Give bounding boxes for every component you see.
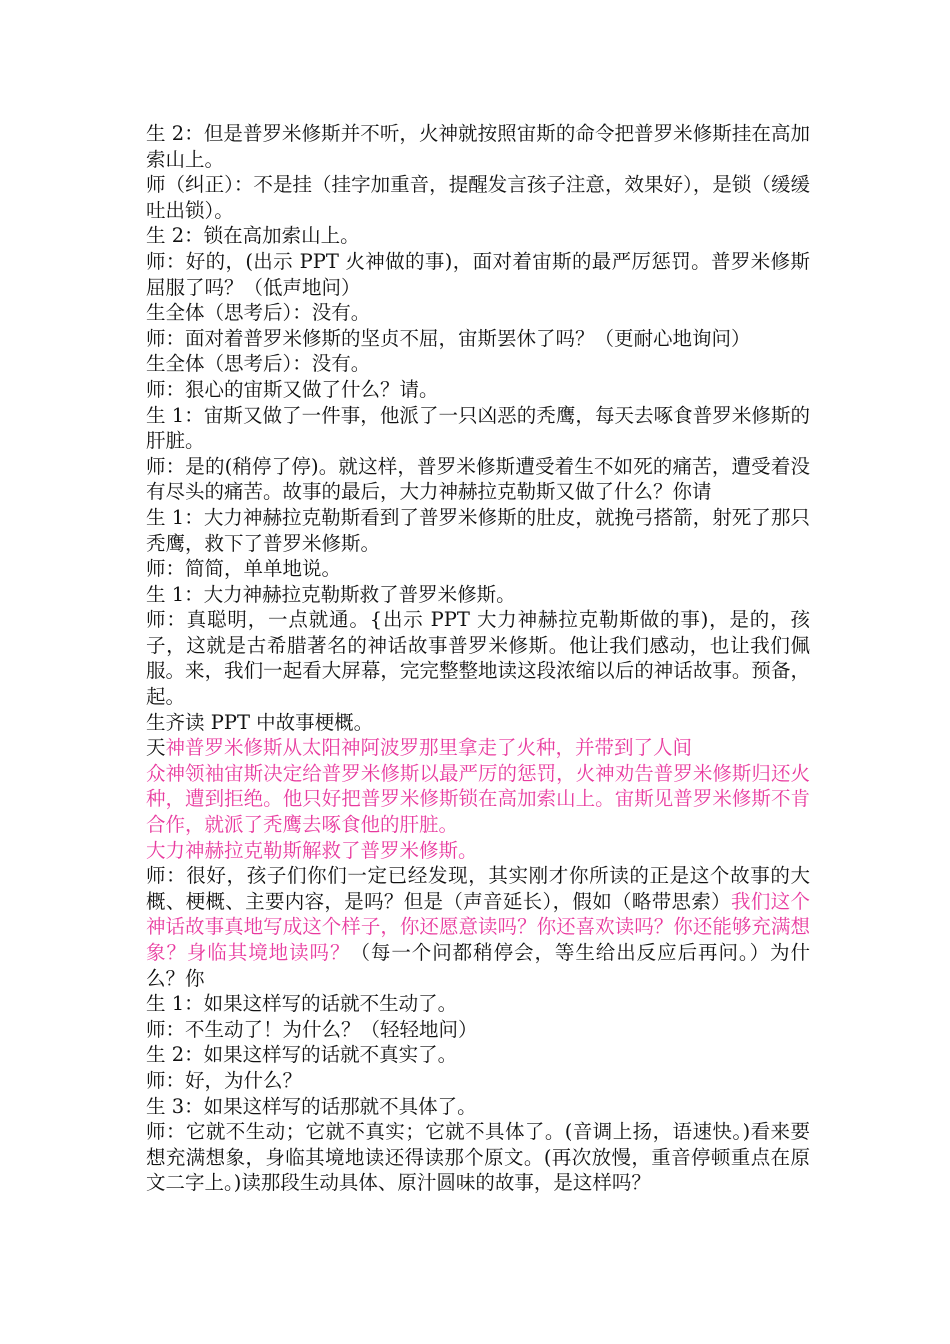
dialogue-paragraph xyxy=(146,454,810,505)
dialogue-paragraph xyxy=(146,223,810,249)
paragraph-text: 生 1：如果这样写的话就不生动了。 xyxy=(146,992,458,1016)
paragraph-text: 生 2：锁在高加索山上。 xyxy=(146,224,360,248)
dialogue-paragraph xyxy=(146,1042,810,1068)
paragraph-text: 天 xyxy=(146,736,166,760)
paragraph-text: 师：它就不生动；它就不真实；它就不具体了。(音调上扬，语速快。)看来要想充满想象，身临其境地读还得读那个原文。(再次放慢，重音停顿重点在原文二字上。)读那段生动具体、原汁圆味的故事，是这样吗？ xyxy=(146,1120,810,1195)
highlighted-text: 我们这个神话故事真地写成这个样子，你还愿意读吗？你还喜欢读吗？你还能够充满想象？身临其境地读吗？ xyxy=(146,889,810,964)
paragraph-text: 生 1：大力神赫拉克勒斯看到了普罗米修斯的肚皮，就挽弓搭箭，射死了那只秃鹰，救下了普罗米修斯。 xyxy=(146,505,810,555)
paragraph-text: 师（纠正）：不是挂（挂字加重音，提醒发言孩子注意，效果好），是锁（缓缓吐出锁）。 xyxy=(146,173,810,222)
dialogue-paragraph xyxy=(146,1068,810,1094)
dialogue-paragraph xyxy=(146,761,810,838)
paragraph-text: （每一个问都稍停会，等生给出反应后再问。）为什么？你 xyxy=(146,941,810,990)
dialogue-paragraph xyxy=(146,838,810,864)
dialogue-paragraph xyxy=(146,403,810,454)
paragraph-text: 师：真聪明，一点就通。{出示 PPT 大力神赫拉克勒斯做的事)，是的，孩子，这就是古希腊著名的神话故事普罗米修斯。他让我们感动，也让我们佩服。来，我们一起看大屏幕，完完整整地读这段浓缩以后的神话故事。预备，起。 xyxy=(146,608,810,709)
paragraph-text: 师：面对着普罗米修斯的坚贞不屈，宙斯罢休了吗？（更耐心地询问） xyxy=(146,326,751,350)
dialogue-paragraph xyxy=(146,991,810,1017)
paragraph-text: 生 3：如果这样写的话那就不具体了。 xyxy=(146,1094,477,1118)
dialogue-paragraph xyxy=(146,326,810,352)
paragraph-text: 师：是的(稍停了停)。就这样，普罗米修斯遭受着生不如死的痛苦，遭受着没有尽头的痛苦。故事的最后，大力神赫拉克勒斯又做了什么？你请 xyxy=(146,454,810,504)
paragraph-text: 生 1：宙斯又做了一件事，他派了一只凶恶的秃鹰，每天去啄食普罗米修斯的肝脏。 xyxy=(146,403,810,453)
highlighted-text: 神普罗米修斯从太阳神阿波罗那里拿走了火种，并带到了人间 xyxy=(165,736,693,760)
dialogue-paragraph xyxy=(146,607,810,709)
dialogue-paragraph xyxy=(146,300,810,326)
dialogue-paragraph xyxy=(146,1094,810,1120)
paragraph-text: 生 1：大力神赫拉克勒斯救了普罗米修斯。 xyxy=(146,582,516,606)
dialogue-paragraph xyxy=(146,735,810,761)
paragraph-text: 师：狠心的宙斯又做了什么？请。 xyxy=(146,377,439,401)
dialogue-paragraph xyxy=(146,556,810,582)
dialogue-paragraph xyxy=(146,710,810,736)
dialogue-paragraph xyxy=(146,1017,810,1043)
dialogue-paragraph xyxy=(146,505,810,556)
dialogue-paragraph xyxy=(146,121,810,172)
paragraph-text: 师：好的，(出示 PPT 火神做的事)，面对着宙斯的最严厉惩罚。普罗米修斯屈服了吗？（低声地问） xyxy=(146,249,810,299)
paragraph-text: 生齐读 PPT 中故事梗概。 xyxy=(146,710,374,734)
highlighted-text: 众神领袖宙斯决定给普罗米修斯以最严厉的惩罚，火神劝告普罗米修斯归还火种，遭到拒绝。他只好把普罗米修斯锁在高加索山上。宙斯见普罗米修斯不肯合作，就派了秃鹰去啄食他的肝脏。 xyxy=(146,761,810,837)
document-page xyxy=(146,121,810,1196)
paragraph-text: 师：简简，单单地说。 xyxy=(146,557,342,581)
dialogue-paragraph xyxy=(146,582,810,608)
paragraph-text: 生 2：如果这样写的话就不真实了。 xyxy=(146,1043,458,1067)
dialogue-paragraph xyxy=(146,1119,810,1196)
dialogue-paragraph xyxy=(146,351,810,377)
paragraph-text: 生 2：但是普罗米修斯并不听，火神就按照宙斯的命令把普罗米修斯挂在高加索山上。 xyxy=(146,122,810,171)
dialogue-paragraph xyxy=(146,377,810,403)
dialogue-paragraph xyxy=(146,172,810,223)
highlighted-text: 大力神赫拉克勒斯解救了普罗米修斯。 xyxy=(146,838,478,862)
dialogue-paragraph xyxy=(146,863,810,991)
paragraph-text: 师：很好，孩子们你们一定已经发现，其实刚才你所读的正是这个故事的大概、梗概、主要内容，是吗？但是（声音延长），假如（略带思索） xyxy=(146,864,810,913)
paragraph-text: 师：不生动了！为什么？（轻轻地问） xyxy=(146,1017,478,1041)
paragraph-text: 师：好，为什么？ xyxy=(146,1068,303,1092)
paragraph-text: 生全体（思考后）：没有。 xyxy=(146,352,371,376)
paragraph-text: 生全体（思考后）：没有。 xyxy=(146,301,371,325)
dialogue-paragraph xyxy=(146,249,810,300)
